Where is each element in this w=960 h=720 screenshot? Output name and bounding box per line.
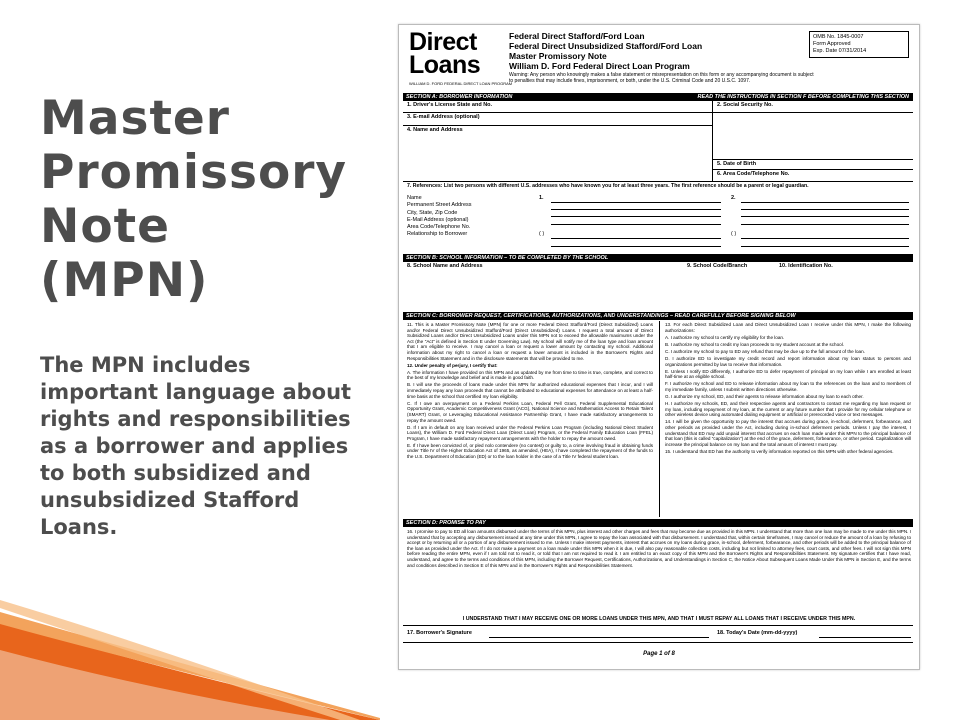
ref-label: Area Code/Telephone No. xyxy=(407,224,471,231)
clause-12e: E. If I have been convicted of, or pled nolo contendere (no contest) or guilty to, a crime involving fraud in obtaining funds under Title IV of the Higher Education Act of 1965, as amended, (HEA), I have completed the repayment of the funds to the U.S. Department of Education (ED) or to the loan holder in the case of a Title IV federal student loan. xyxy=(407,442,653,460)
section-c-right-column xyxy=(665,322,911,456)
section-b-bar: SECTION B: SCHOOL INFORMATION – TO BE COMPLETED BY THE SCHOOL xyxy=(403,254,913,262)
logo-text: Loans xyxy=(409,51,481,79)
slide-body-text: The MPN includes important language about rights and responsibilities as a borrower and applies to both subsidized and unsubsidized Stafford Loans. xyxy=(40,353,352,539)
field-ssn: 2. Social Security No. xyxy=(717,102,773,108)
form-title: Master Promissory Note xyxy=(509,51,607,61)
reference-1-number: 1. xyxy=(539,195,544,201)
omb-box xyxy=(809,31,909,58)
ref-label: Relationship to Borrower xyxy=(407,231,468,238)
form-title: William D. Ford Federal Direct Loan Program xyxy=(509,61,690,71)
reference-2-number: 2. xyxy=(731,195,736,201)
form-header xyxy=(405,29,913,91)
direct-loans-logo xyxy=(409,28,481,79)
ref-label: Name xyxy=(407,195,422,201)
reference-1-phone-paren: ( ) xyxy=(539,231,545,237)
form-warning: Warning: Any person who knowingly makes a false statement or misrepresentation on this form or any accompanying document is subject to penalties that may include fines, imprisonment, or both, under the U.S. Criminal Code and 20 U.S.C. 1097. xyxy=(509,72,814,84)
section-a-label: SECTION A: BORROWER INFORMATION xyxy=(406,94,513,100)
field-todays-date: 18. Today's Date (mm-dd-yyyy) xyxy=(717,630,798,636)
field-borrower-signature: 17. Borrower's Signature xyxy=(407,630,472,636)
clause-13e: E. Unless I notify ED differently, I authorize ED to defer repayment of principal on my loan while I am enrolled at least half-time at an eligible school. xyxy=(665,368,911,380)
field-drivers-license: 1. Driver's License State and No. xyxy=(407,102,493,108)
field-dob: 5. Date of Birth xyxy=(717,161,757,167)
field-telephone: 6. Area Code/Telephone No. xyxy=(717,171,790,177)
clause-16: 16. I promise to pay to ED all loan amounts disbursed under the terms of this MPN, plus interest and other charges and fees that may become due as provided in this MPN. I understand that more than one loan may be made to me under this MPN. I understand that by accepting any disbursement issued at any time under this MPN, I agree to repay the loan associated with that disbursement. I understand that, within certain timeframes, I may cancel or reduce the amount of a loan by refusing to accept or by returning all or a portion of any disbursement issued to me. Unless I make interest payments, interest that accrues on my loans during grace, in-school, deferment, forbearance, and other periods will be added to the principal balance of the loan as provided under the Act. If I do not make a payment on a loan made under this MPN when it is due, I will also pay reasonable collection costs, including but not limited to attorney fees, court costs, and other fees. I will not sign this MPN before reading the entire MPN, even if I am told not to read it, or told that I am not required to read it. I am entitled to an exact copy of this MPN and the Borrower's Rights and Responsibilities Statement. My signature certifies that I have read, understand, and agree to the terms and conditions of this MPN, including the Borrower Request, Certifications, Authorizations, and Understandings in Section C, the Notice About Subsequent Loans Made Under this MPN in Section E, and the terms and conditions described in Section E of this MPN and in the Borrower's Rights and Responsibilities Statement. xyxy=(407,529,911,568)
ref-label: Permanent Street Address xyxy=(407,202,472,209)
title-line: Promissory xyxy=(40,145,348,200)
omb-exp-date: Exp. Date 07/31/2014 xyxy=(813,48,867,54)
clause-11: 11. This is a Master Promissory Note (MPN) for one or more Federal Direct Stafford/Ford (Direct Subsidized) Loans and/or Federal Direct Unsubsidized Stafford/Ford (Direct Unsubsidized) Loans. I request a total amount of Direct Subsidized Loans and/or Direct Unsubsidized Loans under this MPN not to exceed the allowable maximums under the Act (the "Act" is defined in Section E under Governing Law). My school will notify me of the loan type and loan amount that I am eligible to receive. I may cancel a loan or request a lower amount by contacting my school. Additional information about my right to cancel a loan or request a lower amount is included in the Borrower's Rights and Responsibilities Statement and in the disclosure statements that will be provided to me. xyxy=(407,322,653,361)
clause-12: 12. Under penalty of perjury, I certify that: xyxy=(407,362,498,368)
clause-12d: D. If I am in default on any loan received under the Federal Perkins Loan Program (including National Direct Student Loans), the William D. Ford Federal Direct Loan (Direct Loan) Program, or the Federal Family Education Loan (FFEL) Program, I have made satisfactory repayment arrangements with the holder to repay the amount owed. xyxy=(407,424,653,441)
form-titles xyxy=(509,31,809,71)
omb-number: OMB No. 1845-0007 xyxy=(813,34,864,40)
clause-13a: A. I authorize my school to certify my eligibility for the loan. xyxy=(665,334,785,340)
orange-swoosh-decoration xyxy=(0,590,380,720)
ref-label: City, State, Zip Code xyxy=(407,209,458,216)
clause-13g: G. I authorize my school, ED, and their agents to release information about my loan to each other. xyxy=(665,394,864,400)
page-number: Page 1 of 8 xyxy=(643,651,675,657)
clause-13: 13. For each Direct Subsidized Loan and Direct Unsubsidized Loan I receive under this MPN, I make the following authorizations: xyxy=(665,322,911,333)
section-a-bar xyxy=(403,93,913,101)
field-school-name: 8. School Name and Address xyxy=(407,263,483,269)
field-school-code: 9. School Code/Branch xyxy=(687,263,748,269)
reference-labels xyxy=(407,195,472,239)
clause-13b: B. I authorize my school to credit my loan proceeds to my student account at the school. xyxy=(665,341,844,347)
reference-2-phone-paren: ( ) xyxy=(731,231,737,237)
title-line: Master xyxy=(40,91,230,146)
section-c-bar: SECTION C: BORROWER REQUEST, CERTIFICATIONS, AUTHORIZATIONS, AND UNDERSTANDINGS – READ CAREFULLY BEFORE SIGNING BELOW xyxy=(403,312,913,320)
clause-13f: F. I authorize my school and ED to release information about my loan to the references on the loan and to members of my immediate family, unless I submit written directions otherwise. xyxy=(665,381,911,392)
mpn-form-image xyxy=(398,24,920,670)
slide-title xyxy=(40,92,370,308)
field-email: 3. E-mail Address (optional) xyxy=(407,114,480,120)
logo-subtitle: WILLIAM D. FORD FEDERAL DIRECT LOAN PROGRAM xyxy=(409,81,513,86)
form-title: Federal Direct Unsubsidized Stafford/Ford Loan xyxy=(509,41,703,51)
section-d-bar: SECTION D: PROMISE TO PAY xyxy=(403,519,913,527)
title-line: Note xyxy=(40,199,170,254)
clause-13d: D. I authorize ED to investigate my credit record and report information about my loan status to persons and organizations permitted by law to receive that information. xyxy=(665,355,911,367)
clause-13c: C. I authorize my school to pay to ED any refund that may be due up to the full amount of the loan. xyxy=(665,348,865,354)
omb-approved: Form Approved xyxy=(813,41,851,47)
section-a-instructions: READ THE INSTRUCTIONS IN SECTION F BEFORE COMPLETING THIS SECTION xyxy=(697,94,909,100)
section-c-left-column xyxy=(407,322,653,461)
understanding-statement: I UNDERSTAND THAT I MAY RECEIVE ONE OR MORE LOANS UNDER THIS MPN, AND THAT I MUST REPAY ALL LOANS THAT I RECEIVE UNDER THIS MPN. xyxy=(462,616,856,622)
clause-12a: A. The information I have provided on this MPN and as updated by me from time to time is true, complete, and correct to the best of my knowledge and belief and is made in good faith. xyxy=(407,369,653,381)
clause-15: 15. I understand that ED has the authority to verify information reported on this MPN with other federal agencies. xyxy=(665,448,894,454)
clause-14: 14. I will be given the opportunity to pay the interest that accrues during grace, in-school, deferment, forbearance, and other periods as provided under the Act, including during in-school deferment periods. Unless I pay the interest, I understand that ED may add unpaid interest that accrues on each loan made under this MPN to the principal balance of that loan (this is called "capitalization") at the end of the grace, deferment, forbearance, or other period. Capitalization will increase the principal balance on my loan and the total amount of interest I must pay. xyxy=(665,419,911,447)
clause-13h: H. I authorize my schools, ED, and their respective agents and contractors to contact me regarding my loan request or my loan, including repayment of my loan, at the current or any future number that I provide for my cellular telephone or other wireless device using automated dialing equipment or artificial or prerecorded voice or text messages. xyxy=(665,401,911,418)
field-identification: 10. Identification No. xyxy=(779,263,833,269)
clause-12b: B. I will use the proceeds of loans made under this MPN for authorized educational expenses that I incur, and I will immediately repay any loan proceeds that cannot be attributed to educational expenses for attendance on at least a half-time basis at the school that certified my loan eligibility. xyxy=(407,382,653,399)
ref-label: E-Mail Address (optional) xyxy=(407,216,469,223)
field-name-address: 4. Name and Address xyxy=(407,127,463,133)
field-references: 7. References: List two persons with different U.S. addresses who have known you for at least three years. The first reference should be a parent or legal guardian. xyxy=(407,183,809,189)
title-line: (MPN) xyxy=(40,253,209,308)
form-title: Federal Direct Stafford/Ford Loan xyxy=(509,31,645,41)
logo-text: Direct xyxy=(409,28,477,56)
clause-12c: C. If I owe an overpayment on a Federal Perkins Loan, Federal Pell Grant, Federal Supplemental Educational Opportunity Grant, Academic Competitiveness Grant (ACG), National Science and Mathematics Access to Retain Talent (SMART) Grant, or Leveraging Educational Assistance Partnership Grant, I have made satisfactory arrangements to repay the amount owed. xyxy=(407,400,653,423)
